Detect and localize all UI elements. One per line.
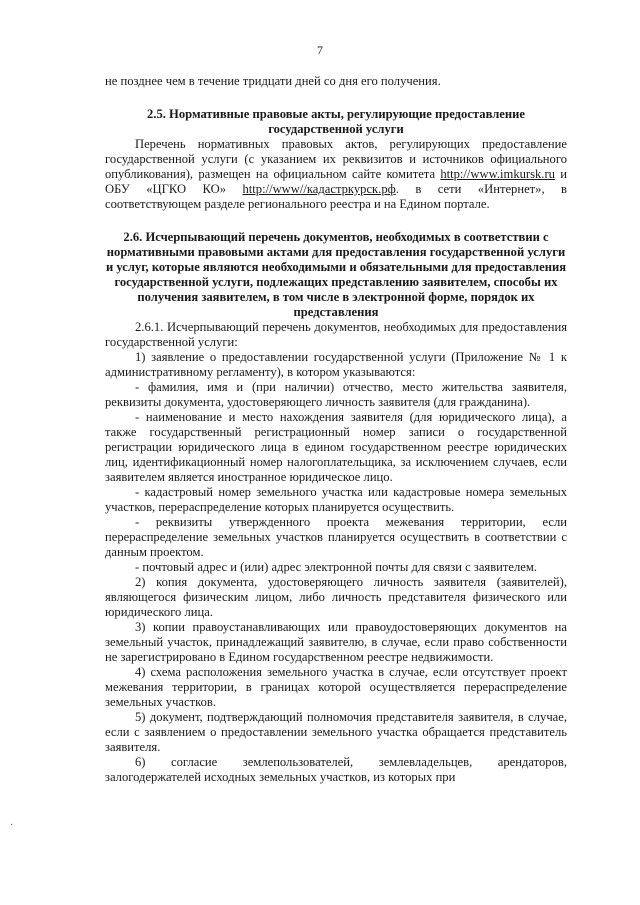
page-number: 7 [317, 43, 323, 57]
document-body [105, 74, 567, 785]
paragraph-2-6-1: 2.6.1. Исчерпывающий перечень документов, необходимых для предоставления государственной услуги: [105, 320, 567, 349]
paragraph-intro-tail: не позднее чем в течение тридцати дней со дня его получения. [105, 74, 441, 88]
list-item-4: 4) схема расположения земельного участка в случае, если отсутствует проект межевания территории, в границах которой осуществляется перераспределение земельных участков. [105, 665, 567, 709]
list-subitem-legal-entity: - наименование и место нахождения заявителя (для юридического лица), а также государственный регистрационный номер записи о государственной регистрации юридического лица в едином государственном реестре юридических лиц, идентификационный номер налогоплательщика, за исключением случаев, если заявителем является иностранное юридическое лицо. [105, 410, 567, 484]
list-subitem-survey-project: - реквизиты утвержденного проекта межевания территории, если перераспределение земельных участков планируется осуществить в соответствии с данным проектом. [105, 515, 567, 559]
list-item-1: 1) заявление о предоставлении государственной услуги (Приложение № 1 к административному регламенту), в котором указываются: [105, 350, 567, 379]
list-subitem-cadastral-number: - кадастровый номер земельного участка или кадастровые номера земельных участков, перераспределение которых планируется осуществить. [105, 485, 567, 514]
scan-mark: · [10, 820, 14, 831]
section-2-6-title: 2.6. Исчерпывающий перечень документов, необходимых в соответствии с нормативными правовыми актами для предоставления государственной услуги и услуг, которые являются необходимыми и обязательными для предоставления государственной услуги, подлежащих представлению заявителем, способы их получения заявителем, в том числе в электронной форме, порядок их представления [105, 230, 567, 319]
list-item-6: 6) согласие землепользователей, землевладельцев, арендаторов, залогодержателей исходных земельных участков, из которых при [105, 755, 567, 784]
list-subitem-postal-address: - почтовый адрес и (или) адрес электронной почты для связи с заявителем. [135, 560, 537, 574]
list-subitem-name: - фамилия, имя и (при наличии) отчество, место жительства заявителя, реквизиты документа, удостоверяющего личность заявителя (для гражданина). [105, 380, 567, 409]
section-2-5-text: Перечень нормативных правовых актов, регулирующих предоставление государственной услуги (с указанием их реквизитов и источников официального опубликования), размещен на официальном сайте комитета http://www.imkursk.ru и ОБУ «ЦГКО КО» http://www//кадастркурск.рф. в сети «Интернет», в соответствующем разделе регионального реестра и на Едином портале. [105, 137, 568, 211]
cgko-site-link[interactable]: http://www//кадастркурск.рф [242, 182, 396, 196]
committee-site-link[interactable]: http://www.imkursk.ru [440, 167, 555, 181]
list-item-3: 3) копии правоустанавливающих или правоудостоверяющих документов на земельный участок, принадлежащий заявителю, в случае, если право собственности не зарегистрировано в Едином государственном реестре недвижимости. [105, 620, 567, 664]
section-2-5-title: 2.5. Нормативные правовые акты, регулирующие предоставление государственной услуги [147, 107, 525, 136]
list-item-2: 2) копия документа, удостоверяющего личность заявителя (заявителей), являющегося физическим лицом, либо личность представителя физического или юридического лица. [105, 575, 567, 619]
list-item-5: 5) документ, подтверждающий полномочия представителя заявителя, в случае, если с заявлением о предоставлении земельного участка обращается представитель заявителя. [105, 710, 567, 754]
